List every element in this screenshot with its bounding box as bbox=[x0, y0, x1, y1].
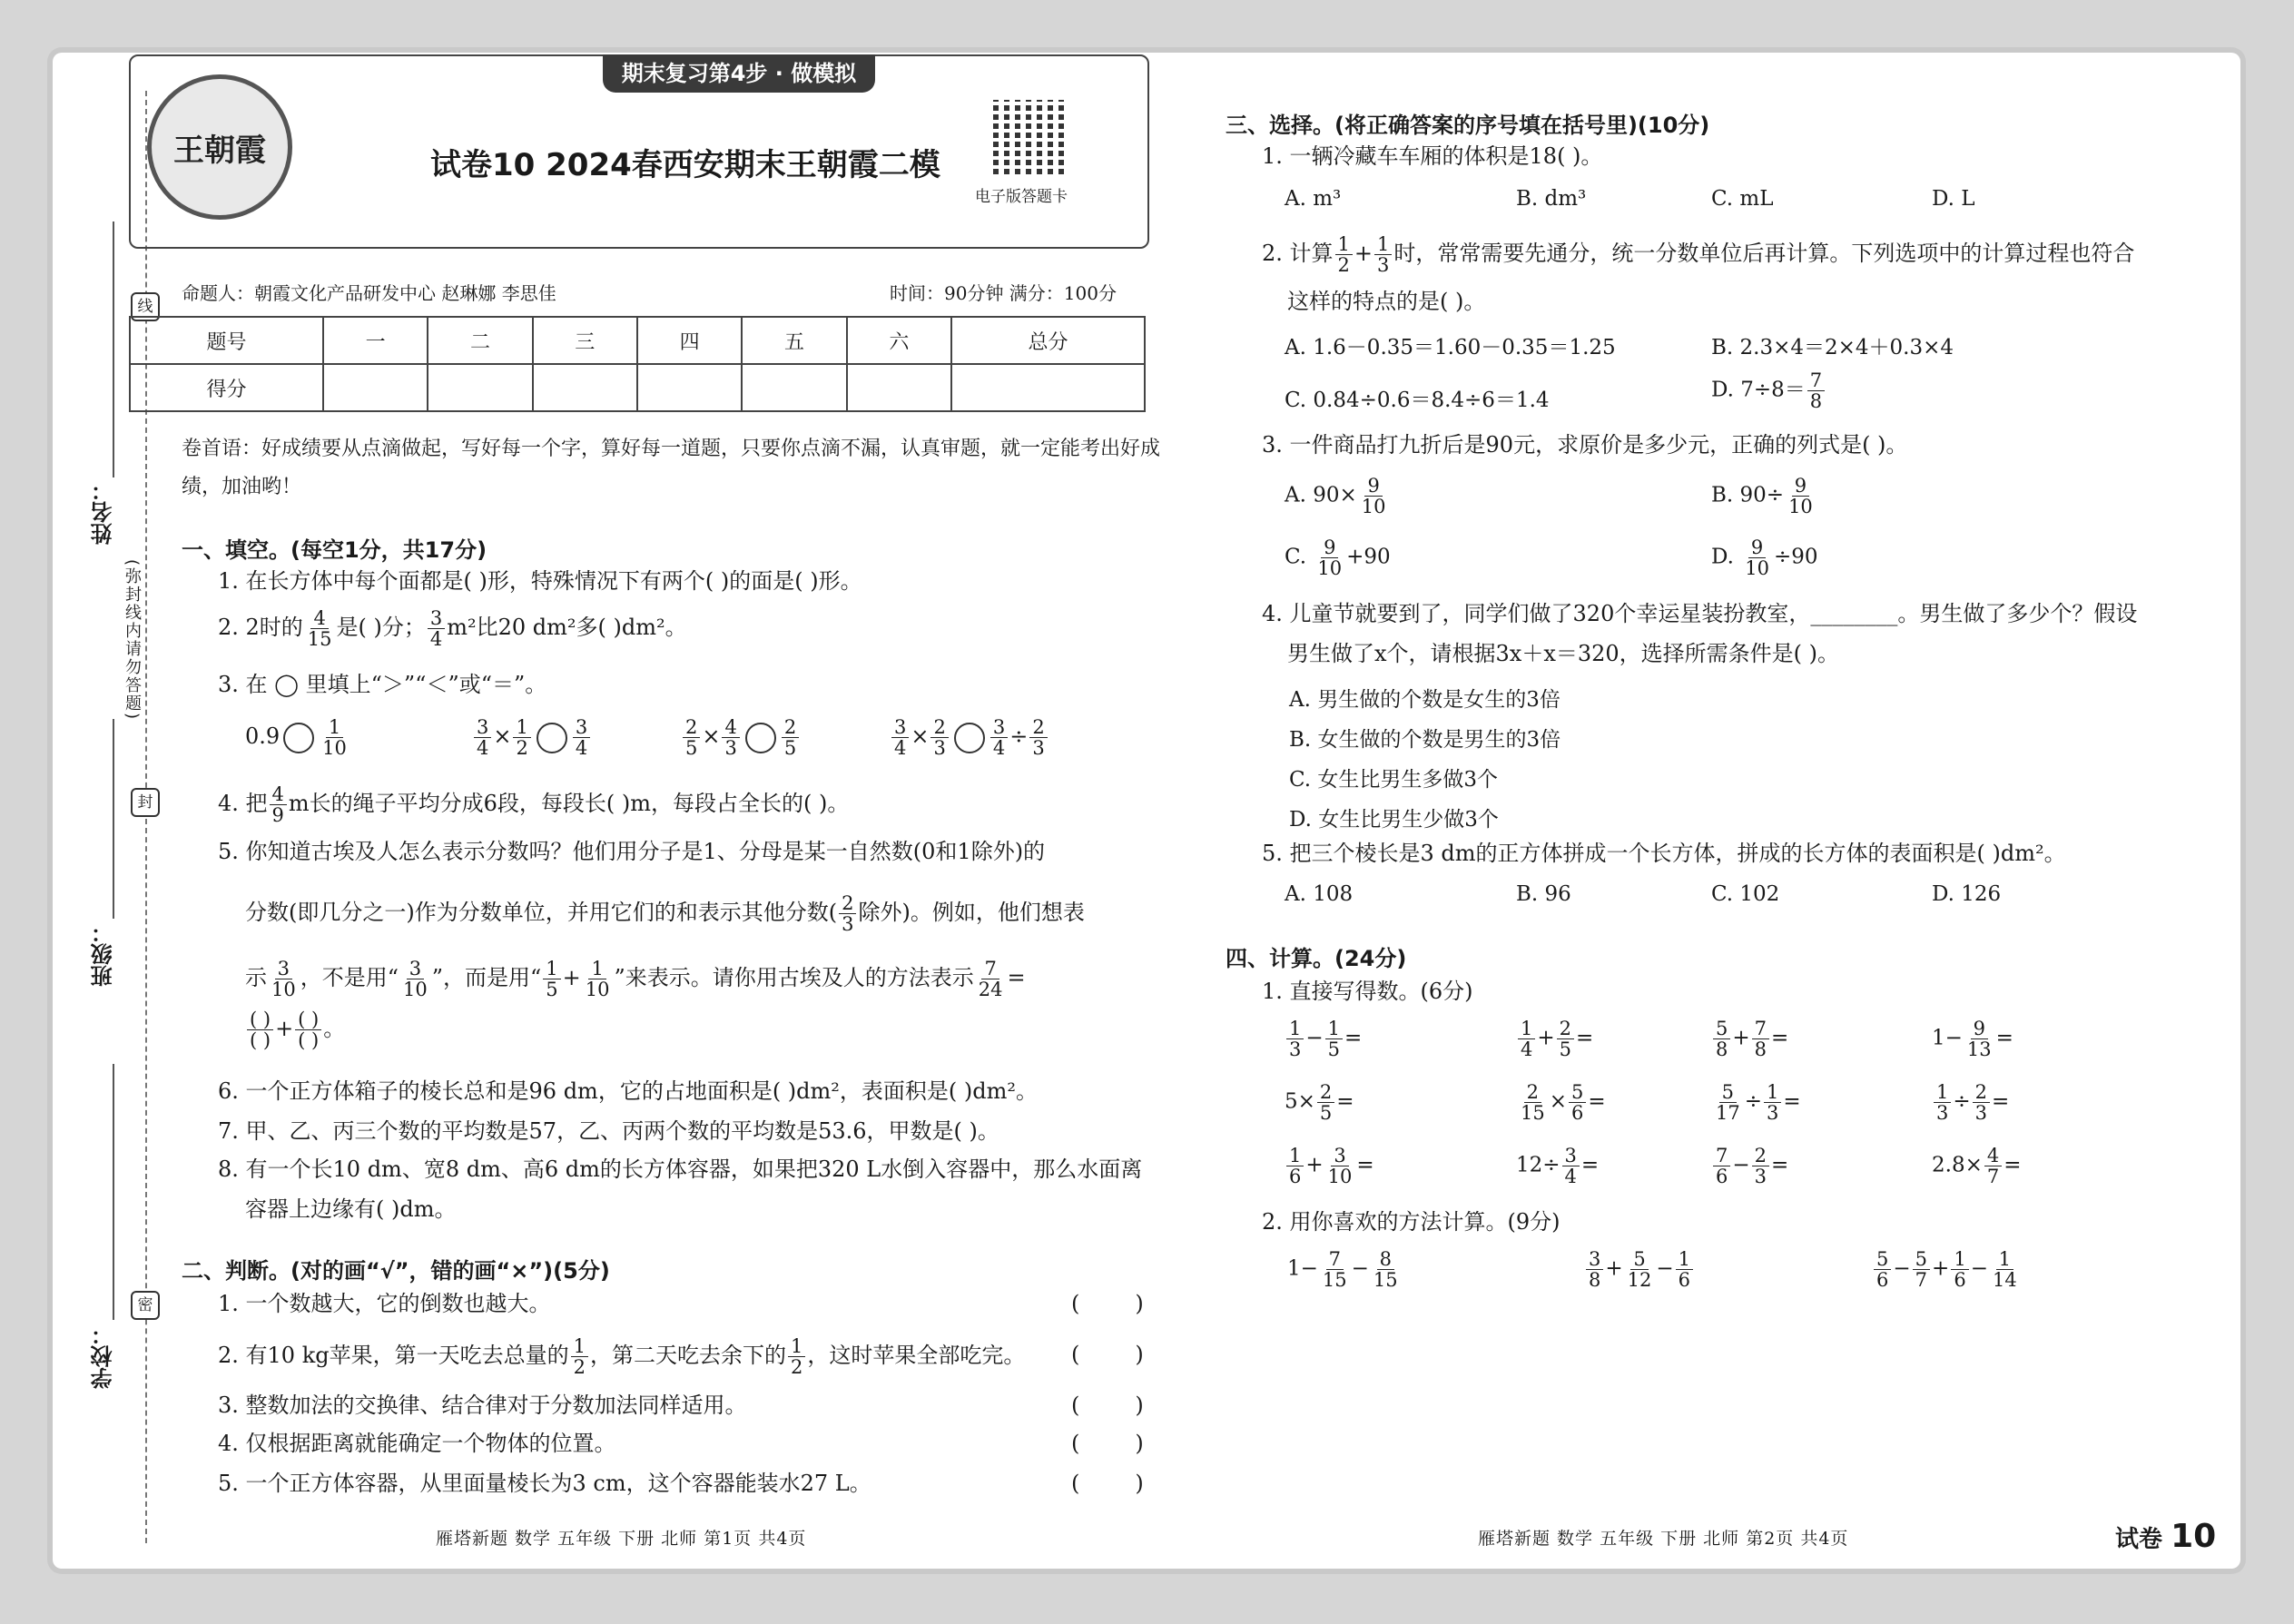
option[interactable]: C. 女生比男生多做3个 bbox=[1289, 768, 1499, 792]
option[interactable]: D. 女生比男生少做3个 bbox=[1289, 808, 1499, 832]
option[interactable]: C. 102 bbox=[1711, 882, 1780, 906]
score-cell[interactable] bbox=[323, 364, 428, 411]
section-3-title: 三、选择。(将正确答案的序号填在括号里)(10分) bbox=[1226, 113, 1710, 138]
cell: 总分 bbox=[951, 317, 1145, 364]
option[interactable]: A. 90× $\frac{9}{10}$ bbox=[1285, 475, 1386, 518]
s2-q4: 4. 仅根据距离就能确定一个物体的位置。 bbox=[218, 1431, 616, 1456]
school-label: 学校： bbox=[91, 1324, 116, 1389]
s3-q3: 3. 一件商品打九折后是90元，求原价是多少元，正确的列式是( )。 bbox=[1262, 432, 1908, 458]
s3-q2-line1: 2. 计算 $\frac{1}{2}$ + $\frac{1}{3}$ 时，常常需要先通分，统一分数单位后再计算。下列选项中的计算过程也符合 bbox=[1262, 233, 2135, 277]
calc-item: 12÷ $\frac{3}{4}$ = bbox=[1516, 1145, 1600, 1188]
class-label: 班级： bbox=[91, 921, 116, 987]
score-cell[interactable] bbox=[637, 364, 742, 411]
score-value-row bbox=[130, 364, 1145, 411]
step-tag: 期末复习第4步 · 做模拟 bbox=[603, 54, 875, 93]
s1-q8-line2: 容器上边缘有( )dm。 bbox=[245, 1196, 457, 1222]
score-table bbox=[129, 316, 1146, 412]
cell: 一 bbox=[323, 317, 428, 364]
seal-char-line: 线 bbox=[131, 292, 160, 321]
s1-q1: 1. 在长方体中每个面都是( )形，特殊情况下有两个( )的面是( )形。 bbox=[218, 568, 862, 594]
exam-title: 试卷10 2024春西安期末王朝霞二模 bbox=[430, 147, 940, 183]
seal-char-feng: 封 bbox=[131, 788, 160, 817]
score-cell[interactable] bbox=[742, 364, 846, 411]
s1-q5-line3: 示 $\frac{3}{10}$ ，不是用“ $\frac{3}{10}$ ”，而是用“ $\frac{1}{5}$ + $\frac{1}{10}$ ”来表示。请你用古埃及人的方法表示 $\frac{7}{24}$ = bbox=[245, 958, 1026, 1001]
s1-q5-answer[interactable]: $\frac{( )}{( )}$ + $\frac{( )}{( )}$ 。 bbox=[245, 1009, 345, 1050]
brand-logo: 王朝霞 bbox=[147, 74, 292, 220]
qr-caption: 电子版答题卡 bbox=[975, 188, 1068, 206]
s4-part1: 1. 直接写得数。(6分) bbox=[1262, 979, 1473, 1004]
qr-code-icon[interactable] bbox=[993, 100, 1068, 174]
option[interactable]: B. 96 bbox=[1516, 882, 1571, 906]
calc-item: 1− $\frac{9}{13}$ = bbox=[1932, 1018, 2013, 1061]
s1-q3-compare-1: 0.9 $\frac{1}{10}$ bbox=[245, 716, 347, 760]
school-field[interactable] bbox=[113, 1064, 114, 1320]
s3-q4-line2: 男生做了x个，请根据3x＋x＝320，选择所需条件是( )。 bbox=[1287, 641, 1840, 666]
name-field[interactable] bbox=[113, 221, 114, 477]
calc-item: 5× $\frac{2}{5}$ = bbox=[1285, 1081, 1354, 1125]
intro-line1: 卷首语：好成绩要从点滴做起，写好每一个字，算好每一道题，只要你点滴不漏，认真审题，就一定能考出好成 bbox=[182, 438, 1161, 460]
cell: 二 bbox=[428, 317, 532, 364]
class-field[interactable] bbox=[113, 719, 114, 919]
option[interactable]: B. dm³ bbox=[1516, 187, 1587, 211]
option[interactable]: B. 2.3×4＝2×4＋0.3×4 bbox=[1711, 336, 1954, 359]
calc-item: 1− $\frac{7}{15}$ − $\frac{8}{15}$ bbox=[1287, 1248, 1398, 1292]
calc-item: 2.8× $\frac{4}{7}$ = bbox=[1932, 1145, 2022, 1188]
calc-item: $\frac{1}{4}$ + $\frac{2}{5}$ = bbox=[1516, 1019, 1593, 1059]
section-2-title: 二、判断。(对的画“√”，错的画“×”)(5分) bbox=[182, 1258, 610, 1284]
cell: 六 bbox=[847, 317, 951, 364]
s2-q5: 5. 一个正方体容器，从里面量棱长为3 cm，这个容器能装水27 L。 bbox=[218, 1471, 871, 1496]
s1-q6: 6. 一个正方体箱子的棱长总和是96 dm，它的占地面积是( )dm²，表面积是( )dm²。 bbox=[218, 1078, 1039, 1104]
footer-right: 雁塔新题 数学 五年级 下册 北师 第2页 共4页 bbox=[1478, 1529, 1849, 1549]
option[interactable]: C. 0.84÷0.6＝8.4÷6＝1.4 bbox=[1285, 389, 1550, 412]
s3-q4-line1: 4. 儿童节就要到了，同学们做了320个幸运星装扮教室，________。男生做了多少个？假设 bbox=[1262, 601, 2138, 626]
answer-paren[interactable]: ( ) bbox=[1071, 1291, 1144, 1316]
s2-q2: 2. 有10 kg苹果，第一天吃去总量的 $\frac{1}{2}$ ，第二天吃去余下的 $\frac{1}{2}$ ，这时苹果全部吃完。 bbox=[218, 1335, 1026, 1379]
time-score: 时间：90分钟 满分：100分 bbox=[890, 282, 1117, 304]
binding-margin bbox=[0, 0, 153, 1624]
s1-q5-line2: 分数(即几分之一)作为分数单位，并用它们的和表示其他分数( $\frac{2}{3}$ 除外)。例如，他们想表 bbox=[245, 892, 1085, 936]
authors: 命题人：朝霞文化产品研发中心 赵琳娜 李思佳 bbox=[182, 282, 556, 304]
cell: 得分 bbox=[130, 364, 323, 411]
calc-item: $\frac{2}{15}$ × $\frac{5}{6}$ = bbox=[1521, 1081, 1606, 1125]
s1-q7: 7. 甲、乙、丙三个数的平均数是57，乙、丙两个数的平均数是53.6，甲数是( )。 bbox=[218, 1118, 999, 1144]
s2-q1: 1. 一个数越大，它的倒数也越大。 bbox=[218, 1291, 551, 1316]
intro-line2: 绩，加油哟！ bbox=[182, 476, 302, 498]
option[interactable]: D. 126 bbox=[1932, 882, 2002, 906]
option[interactable]: B. 女生做的个数是男生的3倍 bbox=[1289, 728, 1561, 752]
option[interactable]: A. m³ bbox=[1285, 187, 1342, 211]
cell: 三 bbox=[533, 317, 637, 364]
option[interactable]: D. $\frac{9}{10}$ ÷90 bbox=[1711, 536, 1818, 580]
s1-q2: 2. 2时的 $\frac{4}{15}$ 是( )分； $\frac{3}{4}$ m²比20 dm²多( )dm²。 bbox=[218, 607, 687, 651]
s1-q5-line1: 5. 你知道古埃及人怎么表示分数吗？他们用分子是1、分母是某一自然数(0和1除外)的 bbox=[218, 839, 1046, 864]
s3-q5: 5. 把三个棱长是3 dm的正方体拼成一个长方体，拼成的长方体的表面积是( )dm²。 bbox=[1262, 841, 2066, 866]
score-cell[interactable] bbox=[428, 364, 532, 411]
cell: 题号 bbox=[130, 317, 323, 364]
score-cell[interactable] bbox=[951, 364, 1145, 411]
calc-item: $\frac{3}{8}$ + $\frac{5}{12}$ − $\frac{1}{6}$ bbox=[1584, 1249, 1695, 1290]
s1-q3-compare-3: $\frac{2}{5}$ × $\frac{4}{3}$ $\frac{2}{5}$ bbox=[681, 717, 801, 758]
calc-item: $\frac{5}{17}$ ÷ $\frac{1}{3}$ = bbox=[1716, 1081, 1801, 1125]
s1-q3-compare-4: $\frac{3}{4}$ × $\frac{2}{3}$ $\frac{3}{4}$ ÷ $\frac{2}{3}$ bbox=[890, 717, 1049, 758]
cell: 四 bbox=[637, 317, 742, 364]
seal-char-mi: 密 bbox=[131, 1291, 160, 1320]
s1-q3: 3. 在 ◯ 里填上“＞”“＜”或“＝”。 bbox=[218, 672, 547, 697]
option[interactable]: A. 1.6－0.35＝1.60－0.35＝1.25 bbox=[1285, 336, 1616, 359]
option[interactable]: D. L bbox=[1932, 187, 1975, 211]
option[interactable]: B. 90÷ $\frac{9}{10}$ bbox=[1711, 475, 1813, 518]
s4-part2: 2. 用你喜欢的方法计算。(9分) bbox=[1262, 1209, 1561, 1235]
s1-q8-line1: 8. 有一个长10 dm、宽8 dm、高6 dm的长方体容器，如果把320 L水倒入容器中，那么水面离 bbox=[218, 1156, 1143, 1182]
answer-paren[interactable]: ( ) bbox=[1071, 1393, 1144, 1418]
seal-note: (弥封线内请勿答题) bbox=[123, 559, 142, 722]
footer-left: 雁塔新题 数学 五年级 下册 北师 第1页 共4页 bbox=[436, 1529, 807, 1549]
calc-item: $\frac{1}{3}$ ÷ $\frac{2}{3}$ = bbox=[1932, 1082, 2009, 1123]
paper-label: 试卷 10 bbox=[2115, 1518, 2217, 1555]
score-cell[interactable] bbox=[847, 364, 951, 411]
calc-item: $\frac{5}{6}$ − $\frac{5}{7}$ + $\frac{1}{6}$ − $\frac{1}{14}$ bbox=[1872, 1249, 2022, 1290]
calc-item: $\frac{1}{6}$ + $\frac{3}{10}$ = bbox=[1285, 1146, 1374, 1186]
s3-q2-line2: 这样的特点的是( )。 bbox=[1287, 289, 1486, 314]
calc-item: $\frac{5}{8}$ + $\frac{7}{8}$ = bbox=[1711, 1019, 1788, 1059]
section-1-title: 一、填空。(每空1分，共17分) bbox=[182, 537, 487, 563]
answer-paren[interactable]: ( ) bbox=[1071, 1431, 1144, 1456]
option[interactable]: C. mL bbox=[1711, 187, 1774, 211]
s2-q3: 3. 整数加法的交换律、结合律对于分数加法同样适用。 bbox=[218, 1393, 747, 1418]
s1-q4: 4. 把 $\frac{4}{9}$ m长的绳子平均分成6段，每段长( )m，每段占全长的( )。 bbox=[218, 783, 850, 827]
calc-item: $\frac{1}{3}$ − $\frac{1}{5}$ = bbox=[1285, 1019, 1362, 1059]
calc-item: $\frac{7}{6}$ − $\frac{2}{3}$ = bbox=[1711, 1146, 1788, 1186]
exam-header bbox=[129, 54, 1149, 249]
option[interactable]: C. $\frac{9}{10}$ +90 bbox=[1285, 536, 1391, 580]
section-4-title: 四、计算。(24分) bbox=[1226, 946, 1407, 971]
score-cell[interactable] bbox=[533, 364, 637, 411]
score-header-row bbox=[130, 317, 1145, 364]
option[interactable]: D. 7÷8＝ $\frac{7}{8}$ bbox=[1711, 370, 1826, 411]
s3-q1: 1. 一辆冷藏车车厢的体积是18( )。 bbox=[1262, 143, 1603, 169]
name-label: 姓名： bbox=[91, 479, 116, 545]
s1-q3-compare-2: $\frac{3}{4}$ × $\frac{1}{2}$ $\frac{3}{4}$ bbox=[472, 717, 592, 758]
cell: 五 bbox=[742, 317, 846, 364]
option[interactable]: A. 108 bbox=[1285, 882, 1354, 906]
answer-paren[interactable]: ( ) bbox=[1071, 1342, 1144, 1367]
answer-paren[interactable]: ( ) bbox=[1071, 1471, 1144, 1496]
option[interactable]: A. 男生做的个数是女生的3倍 bbox=[1289, 688, 1561, 712]
